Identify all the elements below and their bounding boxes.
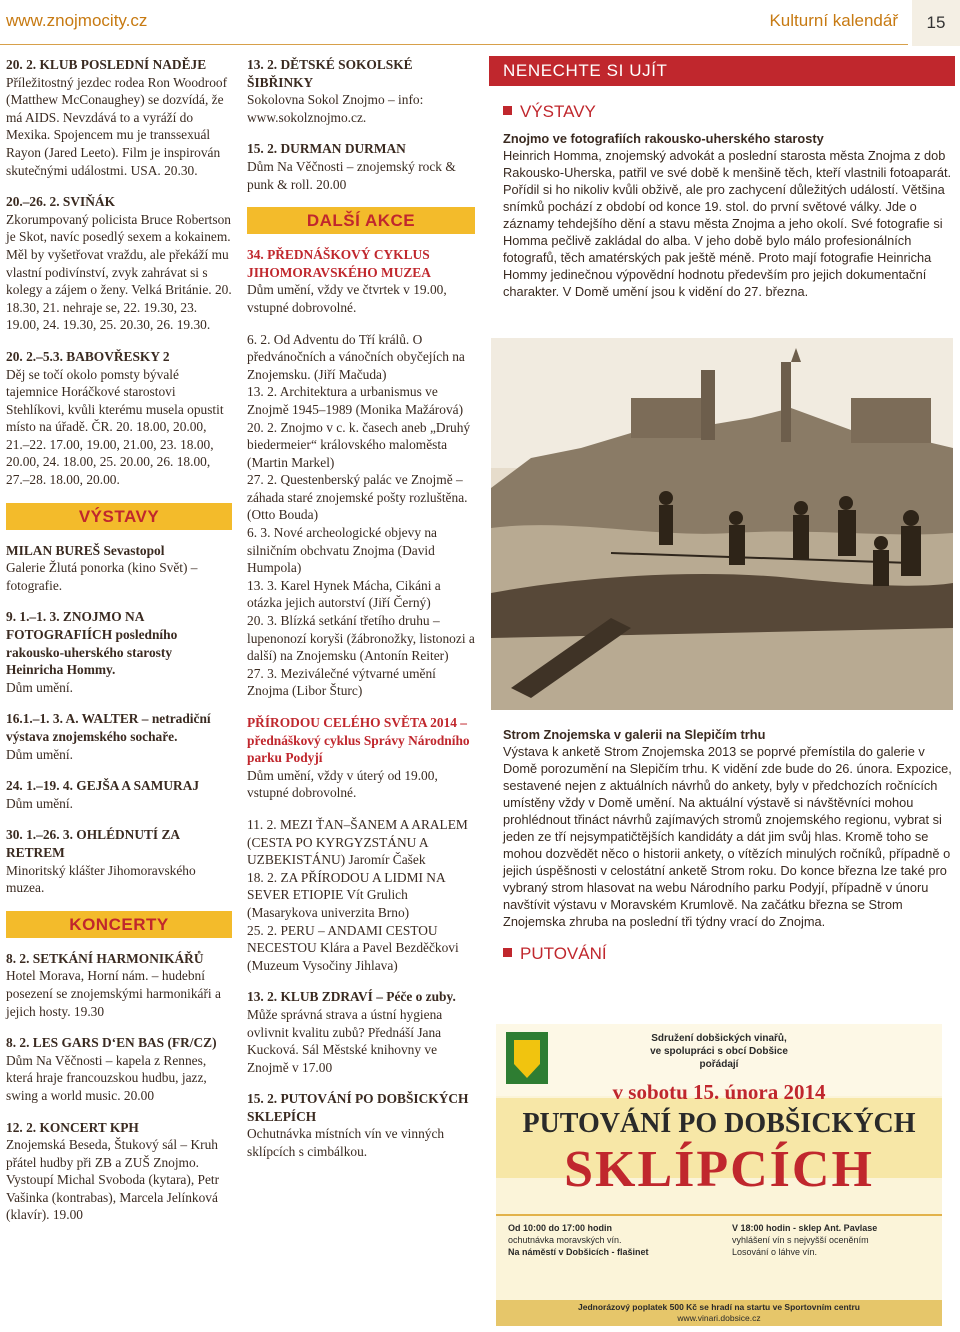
concert-title: 8. 2. SETKÁNÍ HARMONIKÁŘŮ — [6, 950, 204, 966]
exhibition-title: 9. 1.–1. 3. ZNOJMO NA FOTOGRAFIÍCH posledního rakousko-uherského starosty Heinricha Hommy. — [6, 609, 178, 678]
exhibition-entry — [6, 826, 232, 896]
subheading-label: VÝSTAVY — [520, 102, 596, 121]
article-strom-block — [489, 726, 955, 972]
site-url[interactable]: www.znojmocity.cz — [6, 11, 148, 30]
series-text: Dům umění, vždy v úterý od 19.00, vstupné dobrovolné. — [247, 767, 438, 801]
section-bar-dalsi-akce: DALŠÍ AKCE — [247, 207, 475, 234]
lecture-list: 6. 2. Od Adventu do Tří králů. O předvánočních a vánočních obyčejích na Znojemsku. (Jiří Mačuda) 13. 2. Architektura a urbanismus ve Znojmě 1945–1989 (Monika Mažárová) 20. 2. Znojmo v c. k. časech aneb „Druhý biedermeier“ královského maloměsta (Martin Markel) 27. 2. Questenberský palác ve Znojmě – záhada staré znojemské pošty rozluštěna. (Otto Bouda) 6. 3. Nové archeologické objevy na silničním obchvatu Znojma (David Humpola) 13. 3. Karel Hynek Mácha, Cikáni a otázka jejich autorství (Jiří Černý) 20. 3. Blízká setkání třetího druhu – lupenonozí koryši (žábronožky, listonozi a další) na Znojemsku (Antonín Reiter) 27. 3. Meziválečné výtvarné umění Znojma (Libor Šturc) — [247, 331, 475, 699]
section-title: Kulturní kalendář — [769, 11, 898, 30]
highlight-banner: NENECHTE SI UJÍT — [489, 56, 955, 86]
poster-line: ochutnávka moravských vín. — [508, 1235, 622, 1245]
column-right — [489, 56, 955, 300]
article-homma — [489, 130, 955, 300]
event-text: Může správná strava a ústní hygiena ovlivnit kvalitu zubů? Přednáší Jana Kucková. Sál Městské knihovny ve Znojmě v 17.00 — [247, 1006, 443, 1075]
poster-organizers — [496, 1032, 942, 1071]
exhibition-text: Dům umění. — [6, 679, 73, 695]
article-text: Heinrich Homma, znojemský advokát a poslední starosta města Znojma z dob Rakousko-Uherska, patřil ve své době k menšině těch, kteří vlastnili fotoaparát. Pořídil si ho nikoliv kvůli obživě, ale pro zachycení důležitých událostí. Většina snímků pochází z období od konce 19. stol. do první světové války. Jde o záznamy tehdejšího dění a stavu města Znojma a jeho okolí. Své fotografie si Homma pečlivě zakládal do alba. V jeho době bylo málo profesionálních fotografů, těch amatérských pak ještě méně. Proto mají fotografie Heinricha Hommy jedinečnou výpovědní hodnotu především pro jejich dokumentační charakter. V Domě umění jsou k vidění do 27. března. — [503, 148, 952, 299]
column-middle — [247, 56, 475, 1175]
header-rule — [0, 44, 908, 45]
lecture-list: 11. 2. MEZI ŤAN–ŠANEM A ARALEM (CESTA PO KYRGYZSTÁNU A UZBEKISTÁNU) Jaromír Čašek 18. 2. ZA PŘÍRODOU A LIDMI NA SEVER ETIOPIE Vít Grulich (Masarykova univerzita Brno) 25. 2. PERU – ANDAMI CESTOU NECESTOU Klára a Pavel Bezděčkovi (Muzeum Vysočiny Jihlava) — [247, 816, 468, 973]
film-entry — [6, 348, 232, 489]
exhibition-entry — [6, 710, 232, 763]
poster-line: Na náměstí v Dobšicích - flašinet — [508, 1247, 649, 1257]
exhibition-entry — [6, 542, 232, 595]
poster-line: pořádají — [699, 1059, 739, 1070]
event-entry — [247, 1090, 475, 1160]
column-left — [6, 56, 232, 1238]
poster-right-info — [732, 1222, 892, 1258]
poster-line: vyhlášení vín s nejvyšší oceněním — [732, 1235, 869, 1245]
concert-entry — [6, 950, 232, 1020]
concert-entry — [6, 1034, 232, 1104]
film-title: 20. 2.–5.3. BABOVŘESKY 2 — [6, 348, 170, 364]
exhibition-title: 16.1.–1. 3. A. WALTER – netradiční výstava znojemského sochaře. — [6, 711, 211, 744]
film-entry — [6, 56, 232, 179]
film-text: Zkorumpovaný policista Bruce Robertson je Skot, navíc posedlý sexem a kokainem. Měl by vyšetřovat vraždu, ale překáží mu vlastní podivínství, zvyk zahrávat si s kolegy a zájem o ženy. Velká Británie. 20. 18.30, 21. nehraje se, 22. 19.30, 23. 19.00, 24. 19.30, 25. 20.30, 26. 19.30. — [6, 211, 232, 333]
poster-bottom — [496, 1302, 942, 1324]
article-title: Znojmo ve fotografiích rakousko-uherského starosty — [503, 131, 824, 146]
event-entry — [247, 56, 475, 126]
poster-line: Losování o láhve vín. — [732, 1247, 818, 1257]
event-entry — [247, 140, 475, 193]
poster-left-info — [508, 1222, 718, 1258]
film-text: Děj se točí okolo pomsty bývalé tajemnice Horáčkové starostovi Stehlíkovi, kvůli kterému musela opustit místo na úřadě. ČR. 20. 18.00, 20.00, 21.–22. 17.00, 19.00, 21.00, 23. 18.00, 20.00, 24. 18.00, 25. 20.00, 26. 18.00, 27.–28. 18.00, 20.00. — [6, 366, 224, 488]
exhibition-text: Dům umění. — [6, 746, 73, 762]
subheading-label: PUTOVÁNÍ — [520, 944, 607, 963]
section-bar-vystavy: VÝSTAVY — [6, 503, 232, 530]
exhibition-text: Dům umění. — [6, 795, 73, 811]
exhibition-entry — [6, 777, 232, 812]
historic-photo — [491, 338, 953, 710]
wine-trail-poster — [496, 1024, 942, 1326]
concert-title: 12. 2. KONCERT KPH — [6, 1119, 139, 1135]
event-text: Dům Na Věčnosti – znojemský rock & punk & roll. 20.00 — [247, 158, 456, 192]
poster-line: Sdružení dobšických vinařů, — [651, 1033, 787, 1044]
exhibition-title: MILAN BUREŠ Sevastopol — [6, 542, 165, 558]
concert-entry — [6, 1119, 232, 1225]
event-text: Ochutnávka místních vín ve vinných sklípcích s cimbálkou. — [247, 1126, 445, 1160]
exhibition-entry — [6, 608, 232, 696]
event-title: 13. 2. DĚTSKÉ SOKOLSKÉ ŠIBŘINKY — [247, 57, 413, 90]
poster-line: Jednorázový poplatek 500 Kč se hradí na startu ve Sportovním centru — [577, 1302, 860, 1312]
film-text: Příležitostný jezdec rodea Ron Woodroof (Matthew McConaughey) se dozvídá, že má AIDS. Nevzdává to a vyráží do Mexika. Spojencem mu je transsexuál Rayon (Jared Leeto). Film je inspirován skutečnými událostmi. USA. 20.30. — [6, 74, 228, 178]
event-entry — [247, 988, 475, 1076]
historic-photo-illustration — [491, 338, 953, 710]
poster-line: Od 10:00 do 17:00 hodin — [508, 1223, 613, 1233]
poster-title-line2: SKLÍPCÍCH — [564, 1141, 874, 1198]
section-bar-koncerty: KONCERTY — [6, 911, 232, 938]
concert-text: Znojemská Beseda, Štukový sál – Kruh přátel hudby při ZB a ZUŠ Znojmo. Vystoupí Michal Svoboda (kytara), Petr Vašinka (kontrabas), Marcela Jelínková (klavír). 19.00 — [6, 1137, 220, 1223]
subheading-vystavy — [503, 102, 955, 122]
lecture-series — [247, 714, 475, 802]
poster-line: ve spolupráci s obcí Dobšice — [650, 1046, 788, 1057]
concert-text: Dům Na Věčnosti – kapela z Rennes, která hraje francouzskou hudbu, jazz, swing a world music. 20.00 — [6, 1052, 207, 1103]
event-title: 15. 2. DURMAN DURMAN — [247, 141, 406, 157]
concert-title: 8. 2. LES GARS D‘EN BAS (FR/CZ) — [6, 1035, 217, 1051]
film-entry — [6, 193, 232, 334]
square-bullet-icon — [503, 106, 512, 115]
event-title: 13. 2. KLUB ZDRAVÍ – Péče o zuby. — [247, 989, 456, 1005]
article-text: Výstava k anketě Strom Znojemska 2013 se poprvé přemístila do galerie v Domě porozumění na Slepičím trhu. K vidění zde bude do 26. února. Expozice, sestavené nejen z aktuálních návrhů do ankety, byly v předchozích ročnících umístěny vždy v Domě umění. Na aktuální výstavě si návštěvníci mohou prohlédnout třináct návrhů zajímavých stromů znojemského regionu, vybrat si jeden ze tří nejsympatičtějších kandidáty a dát jim svůj hlas. Kromě toho se mohou dozvědět něco o historii ankety, o vítězích minulých ročníků, případně o jejich úspěšnosti v celostátní anketě Strom roku. Do konce března lze také pro vybraný strom hlasovat na webu Národního parku Podyjí, případně v únoru navštívit výstavu v Moravském Krumlově. Na začátku března se Strom Znojemska zhruba na poslední tři týdny vrací do Znojma. — [503, 744, 952, 929]
poster-url[interactable]: www.vinari.dobsice.cz — [677, 1313, 761, 1323]
lecture-series — [247, 246, 475, 316]
series-title: PŘÍRODOU CELÉHO SVĚTA 2014 – přednáškový cyklus Správy Národního parku Podyjí — [247, 715, 470, 766]
event-text: Sokolovna Sokol Znojmo – info: www.sokolznojmo.cz. — [247, 92, 424, 125]
subheading-putovani — [503, 944, 955, 964]
exhibition-text: Minoritský klášter Jihomoravského muzea. — [6, 862, 196, 896]
film-title: 20. 2. KLUB POSLEDNÍ NADĚJE — [6, 57, 207, 72]
page-number: 15 — [912, 0, 960, 46]
event-title: 15. 2. PUTOVÁNÍ PO DOBŠICKÝCH SKLEPÍCH — [247, 1091, 469, 1124]
poster-line: V 18:00 hodin - sklep Ant. Pavlase — [732, 1223, 878, 1233]
film-title: 20.–26. 2. SVIŇÁK — [6, 194, 115, 210]
series-title: 34. PŘEDNÁŠKOVÝ CYKLUS JIHOMORAVSKÉHO MUZEA — [247, 247, 431, 280]
concert-text: Hotel Morava, Horní nám. – hudební posezení se znojemskými harmonikáři a jejich hosty. 19.30 — [6, 968, 221, 1019]
exhibition-title: 24. 1.–19. 4. GEJŠA A SAMURAJ — [6, 778, 200, 794]
poster-date: v sobotu 15. února 2014 — [612, 1080, 826, 1104]
article-strom — [489, 726, 955, 930]
series-text: Dům umění, vždy ve čtvrtek v 19.00, vstupné dobrovolné. — [247, 282, 447, 315]
square-bullet-icon — [503, 948, 512, 957]
page-header — [0, 0, 960, 46]
article-title: Strom Znojemska v galerii na Slepičím trhu — [503, 727, 766, 742]
exhibition-text: Galerie Žlutá ponorka (kino Svět) – fotografie. — [6, 560, 198, 593]
exhibition-title: 30. 1.–26. 3. OHLÉDNUTÍ ZA RETREM — [6, 827, 180, 860]
poster-title-line1: PUTOVÁNÍ PO DOBŠICKÝCH — [522, 1108, 916, 1139]
